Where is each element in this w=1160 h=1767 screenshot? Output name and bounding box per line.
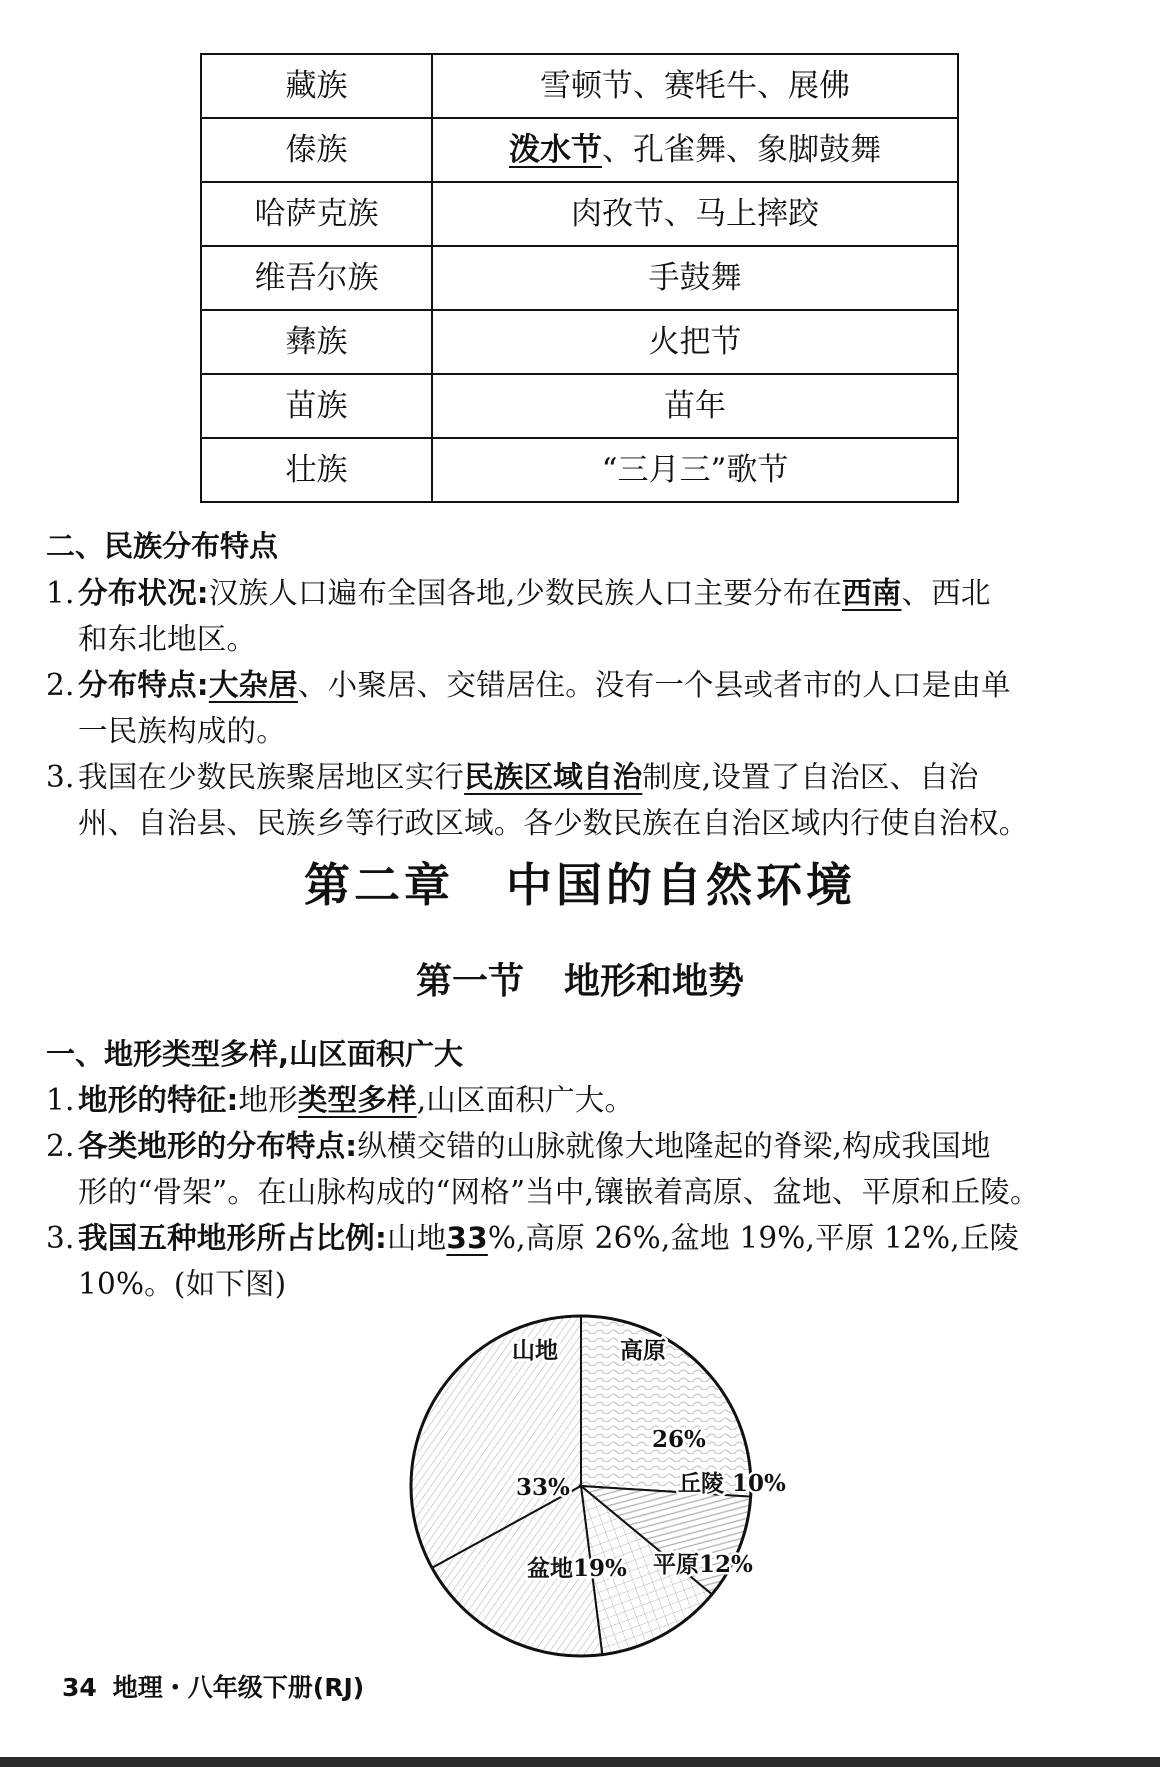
key-term: 类型多样: [297, 1083, 417, 1117]
item-lead: 分布特点:: [78, 668, 209, 702]
pie-slice-label: 平原12%: [653, 1551, 753, 1578]
item-text: 、西北: [901, 576, 991, 610]
table-row: [201, 54, 958, 118]
item-text-continued: 和东北地区。: [78, 622, 257, 656]
table-row: [201, 310, 958, 374]
page-number: 34: [62, 1673, 97, 1702]
item-text-continued: 形的“骨架”。在山脉构成的“网格”当中,镶嵌着高原、盆地、平原和丘陵。: [78, 1175, 1040, 1209]
item-text-continued: 一民族构成的。: [78, 714, 286, 748]
ethnic-customs-table: [200, 53, 959, 503]
item-number: 2.: [46, 1129, 75, 1163]
list-item: [46, 1215, 1116, 1307]
ethnic-cell: 哈萨克族: [201, 182, 432, 246]
table-row: [201, 182, 958, 246]
key-term: 西南: [842, 576, 902, 610]
customs-cell: 肉孜节、马上摔跤: [432, 182, 958, 246]
ethnic-cell: 傣族: [201, 118, 432, 182]
item-number: 1.: [46, 1083, 75, 1117]
item-text: 制度,设置了自治区、自治: [642, 760, 979, 794]
customs-text: 、孔雀舞、象脚鼓舞: [602, 131, 881, 168]
ethnic-cell: 彝族: [201, 310, 432, 374]
item-text: 、小聚居、交错居住。没有一个县或者市的人口是由单: [297, 668, 1011, 702]
terrain-pie-svg: [400, 1310, 786, 1662]
ethnic-cell: 壮族: [201, 438, 432, 502]
item-text: 纵横交错的山脉就像大地隆起的脊梁,构成我国地: [357, 1129, 991, 1163]
item-text: 山地: [387, 1221, 447, 1255]
page-footer: [62, 1675, 364, 1700]
list-item: [46, 1077, 1116, 1123]
pie-slice-label: 26%: [652, 1426, 706, 1453]
list-item: [46, 754, 1116, 846]
ethnic-cell: 藏族: [201, 54, 432, 118]
customs-cell: 手鼓舞: [432, 246, 958, 310]
pie-slice-name: 山地: [512, 1337, 558, 1364]
item-lead: 分布状况:: [78, 576, 209, 610]
table-row: [201, 246, 958, 310]
customs-cell: 雪顿节、赛牦牛、展佛: [432, 54, 958, 118]
chapter-title: [0, 858, 1160, 912]
item-text-continued: 10%。(如下图): [78, 1267, 287, 1301]
list-item: [46, 1123, 1116, 1215]
section-heading: 二、民族分布特点: [46, 529, 279, 563]
item-lead: 地形的特征:: [78, 1083, 239, 1117]
key-term: 33: [446, 1221, 488, 1255]
list-item: [46, 662, 1116, 754]
terrain-pie-chart: [400, 1310, 786, 1662]
book-title: 地理・八年级下册(RJ): [112, 1673, 365, 1702]
pie-slice-label: 盆地19%: [527, 1555, 627, 1582]
item-number: 3.: [46, 1221, 75, 1255]
pie-slice-name: 高原: [620, 1337, 666, 1364]
item-lead: 各类地形的分布特点:: [78, 1129, 358, 1163]
customs-cell: 苗年: [432, 374, 958, 438]
customs-cell: [432, 118, 958, 182]
ethnic-cell: 维吾尔族: [201, 246, 432, 310]
key-term: 泼水节: [509, 131, 602, 168]
chapter-number: 第二章: [304, 858, 454, 912]
customs-cell: “三月三”歌节: [432, 438, 958, 502]
bottom-edge-bar: [0, 1757, 1160, 1767]
item-number: 1.: [46, 576, 75, 610]
item-number: 2.: [46, 668, 75, 702]
item-text-continued: 州、自治县、民族乡等行政区域。各少数民族在自治区域内行使自治权。: [78, 806, 1029, 840]
item-text: 地形: [238, 1083, 298, 1117]
ethnic-cell: 苗族: [201, 374, 432, 438]
section-heading: 一、地形类型多样,山区面积广大: [46, 1037, 464, 1071]
section-number: 第一节: [415, 960, 524, 1002]
key-term: 民族区域自治: [464, 760, 643, 794]
key-term: 大杂居: [208, 668, 298, 702]
pie-slice-label: 33%: [516, 1474, 570, 1501]
table-row: [201, 374, 958, 438]
section-name: 地形和地势: [564, 960, 745, 1002]
item-text: 我国在少数民族聚居地区实行: [78, 760, 465, 794]
item-text: 汉族人口遍布全国各地,少数民族人口主要分布在: [208, 576, 843, 610]
table-row: [201, 438, 958, 502]
item-text: ,山区面积广大。: [416, 1083, 635, 1117]
pie-slice-label: 丘陵 10%: [678, 1470, 786, 1497]
item-lead: 我国五种地形所占比例:: [78, 1221, 387, 1255]
item-number: 3.: [46, 760, 75, 794]
table-row: [201, 118, 958, 182]
section-title: [0, 960, 1160, 1002]
item-text: %,高原 26%,盆地 19%,平原 12%,丘陵: [487, 1221, 1020, 1255]
list-item: [46, 570, 1116, 662]
chapter-name: 中国的自然环境: [506, 858, 856, 912]
customs-cell: 火把节: [432, 310, 958, 374]
